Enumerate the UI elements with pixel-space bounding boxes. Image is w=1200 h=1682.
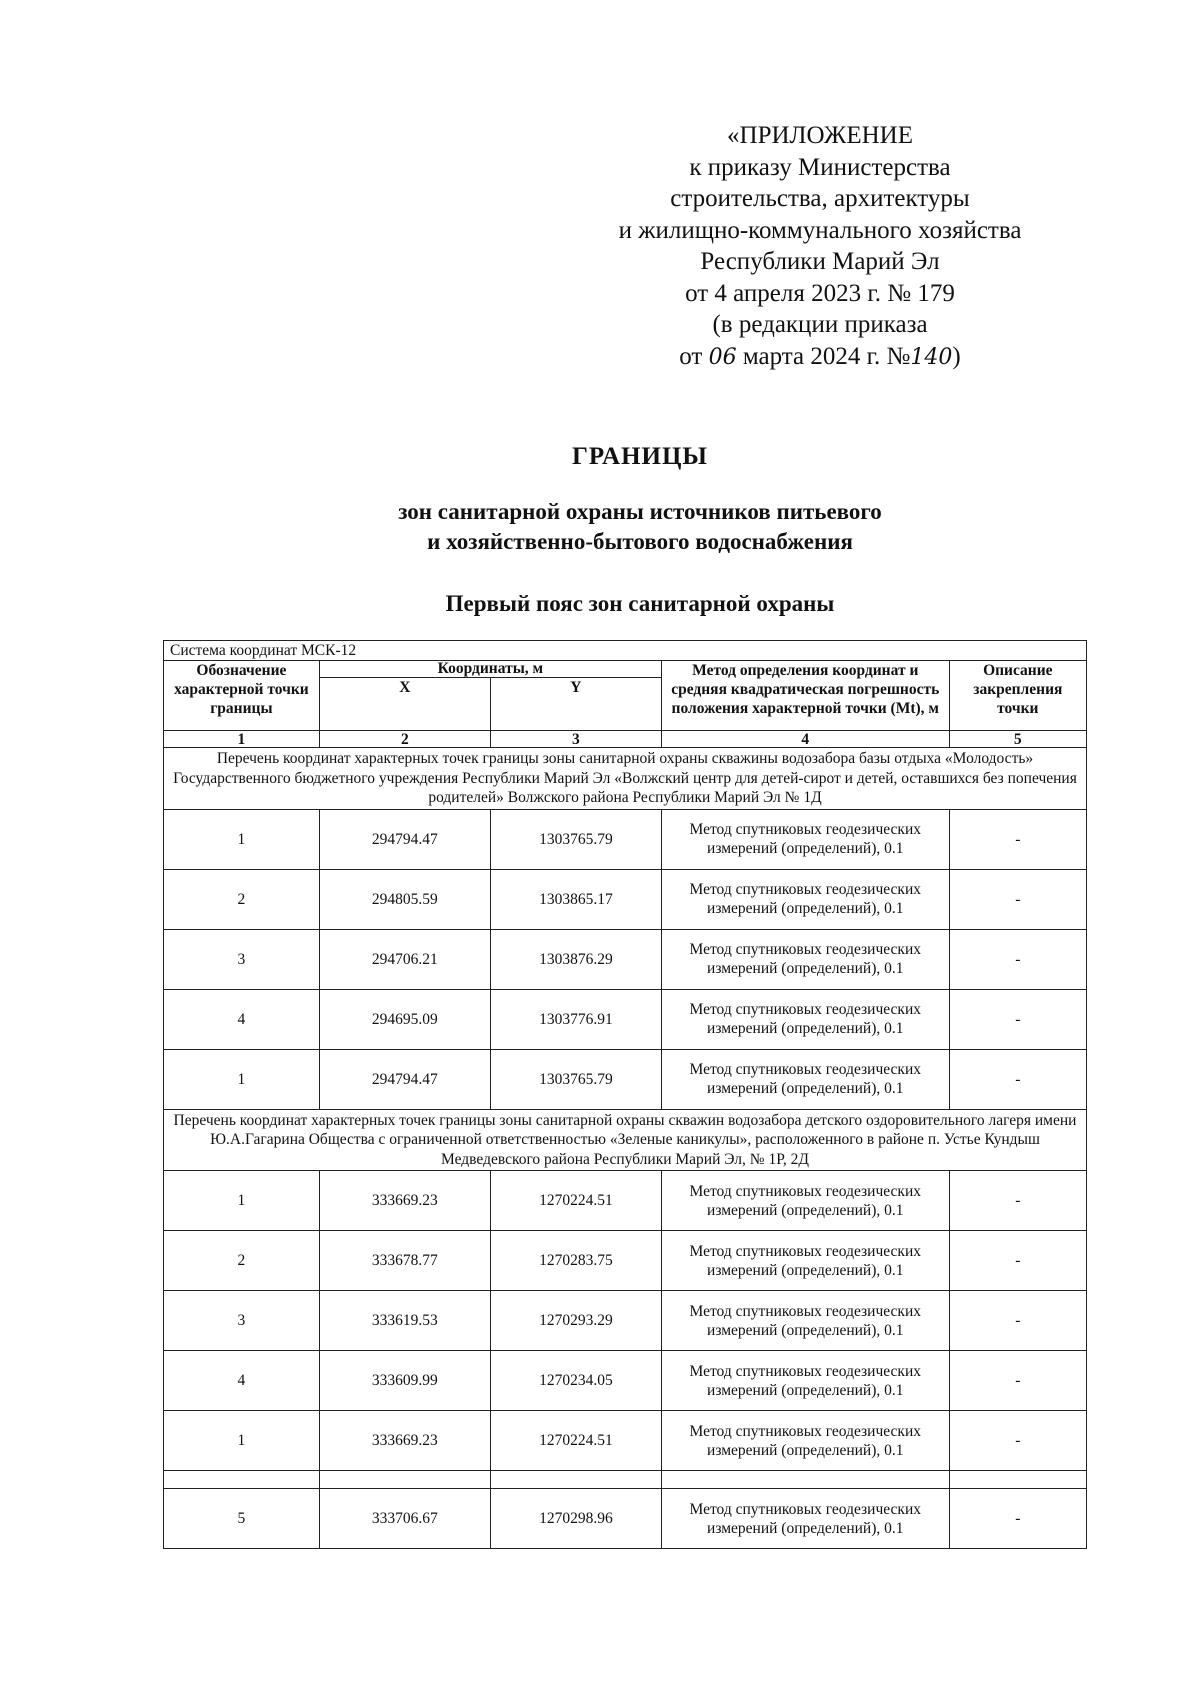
table-row [164, 1049, 1087, 1109]
point-cell: 3 [164, 929, 320, 989]
method-cell: Метод спутниковых геодезических измерений (определений), 0.1 [661, 1411, 949, 1471]
x-cell: 333669.23 [319, 1171, 490, 1231]
desc-cell: - [949, 1411, 1086, 1471]
x-cell: 333706.67 [319, 1489, 490, 1549]
header-line: и жилищно-коммунального хозяйства [618, 216, 1022, 244]
y-cell: 1270224.51 [490, 1171, 661, 1231]
desc-cell: - [949, 1231, 1086, 1291]
point-cell: 4 [164, 989, 320, 1049]
col-coords-header: Координаты, м [319, 661, 661, 678]
table-row [164, 1411, 1087, 1471]
header-line: (в редакции приказа [712, 311, 928, 338]
appendix-header [560, 120, 1080, 373]
y-cell: 1303776.91 [490, 989, 661, 1049]
method-cell: Метод спутниковых геодезических измерений (определений), 0.1 [661, 1171, 949, 1231]
section-row [164, 1109, 1087, 1171]
col-x-header: X [319, 678, 490, 731]
method-cell: Метод спутниковых геодезических измерений (определений), 0.1 [661, 1351, 949, 1411]
document-titles [150, 443, 1130, 617]
blank-cell [949, 1471, 1086, 1489]
desc-cell: - [949, 1351, 1086, 1411]
y-cell: 1303765.79 [490, 809, 661, 869]
header-line: от 4 апреля 2023 г. № 179 [685, 279, 955, 307]
blank-cell [319, 1471, 490, 1489]
desc-cell: - [949, 809, 1086, 869]
point-cell: 1 [164, 1171, 320, 1231]
col-y-header: Y [490, 678, 661, 731]
point-cell: 3 [164, 1291, 320, 1351]
section-title: Первый пояс зон санитарной охраны [445, 591, 835, 616]
table-row [164, 989, 1087, 1049]
table-row [164, 929, 1087, 989]
y-cell: 1270224.51 [490, 1411, 661, 1471]
header-edit-line: от 06 марта 2024 г. №140) [679, 342, 961, 370]
x-cell: 294695.09 [319, 989, 490, 1049]
y-cell: 1270283.75 [490, 1231, 661, 1291]
method-cell: Метод спутниковых геодезических измерений (определений), 0.1 [661, 1231, 949, 1291]
method-cell: Метод спутниковых геодезических измерений (определений), 0.1 [661, 989, 949, 1049]
header-line: строительства, архитектуры [670, 185, 970, 212]
desc-cell: - [949, 1171, 1086, 1231]
table-row [164, 869, 1087, 929]
x-cell: 333609.99 [319, 1351, 490, 1411]
col-method-header: Метод определения координат и средняя квадратическая погрешность положения характерной точки (Mt), м [661, 661, 949, 731]
handwritten-number: 140 [910, 344, 953, 370]
method-cell: Метод спутниковых геодезических измерений (определений), 0.1 [661, 809, 949, 869]
x-cell: 294805.59 [319, 869, 490, 929]
y-cell: 1303865.17 [490, 869, 661, 929]
col-desc-header: Описание закрепления точки [949, 661, 1086, 731]
header-line: «ПРИЛОЖЕНИЕ [727, 122, 913, 149]
blank-cell [661, 1471, 949, 1489]
desc-cell: - [949, 1489, 1086, 1549]
document-title: ГРАНИЦЫ [572, 443, 708, 470]
y-cell: 1303765.79 [490, 1049, 661, 1109]
method-cell: Метод спутниковых геодезических измерений (определений), 0.1 [661, 1049, 949, 1109]
coordinates-table [163, 640, 1087, 1549]
method-cell: Метод спутниковых геодезических измерений (определений), 0.1 [661, 1489, 949, 1549]
col-point-header: Обозначение характерной точки границы [164, 661, 320, 731]
desc-cell: - [949, 1291, 1086, 1351]
y-cell: 1270293.29 [490, 1291, 661, 1351]
method-cell: Метод спутниковых геодезических измерений (определений), 0.1 [661, 929, 949, 989]
table-row [164, 1291, 1087, 1351]
handwritten-day: 06 [708, 344, 737, 370]
col-number: 4 [661, 731, 949, 748]
section-row [164, 748, 1087, 810]
document-subtitle: зон санитарной охраны источников питьевого и хозяйственно-бытового водоснабжения [398, 499, 882, 554]
point-cell: 1 [164, 1049, 320, 1109]
col-number: 1 [164, 731, 320, 748]
table-row [164, 1489, 1087, 1549]
x-cell: 294794.47 [319, 1049, 490, 1109]
point-cell: 2 [164, 1231, 320, 1291]
x-cell: 294706.21 [319, 929, 490, 989]
desc-cell: - [949, 929, 1086, 989]
col-number: 5 [949, 731, 1086, 748]
method-cell: Метод спутниковых геодезических измерений (определений), 0.1 [661, 1291, 949, 1351]
point-cell: 2 [164, 869, 320, 929]
point-cell: 1 [164, 809, 320, 869]
x-cell: 333619.53 [319, 1291, 490, 1351]
coord-system-label: Система координат МСК-12 [164, 641, 1087, 661]
blank-cell [164, 1471, 320, 1489]
table-row [164, 1231, 1087, 1291]
blank-row [164, 1471, 1087, 1489]
point-cell: 5 [164, 1489, 320, 1549]
col-number: 2 [319, 731, 490, 748]
col-number: 3 [490, 731, 661, 748]
point-cell: 1 [164, 1411, 320, 1471]
y-cell: 1270234.05 [490, 1351, 661, 1411]
section-title-cell: Перечень координат характерных точек границы зоны санитарной охраны скважины водозабора базы отдыха «Молодость» Государственного бюджетного учреждения Республики Марий Эл «Волжский центр для детей-сирот и детей, оставшихся без попечения родителей» Волжского района Республики Марий Эл № 1Д [164, 748, 1087, 810]
desc-cell: - [949, 869, 1086, 929]
blank-cell [490, 1471, 661, 1489]
header-line: Республики Марий Эл [700, 248, 940, 275]
method-cell: Метод спутниковых геодезических измерений (определений), 0.1 [661, 869, 949, 929]
x-cell: 333678.77 [319, 1231, 490, 1291]
x-cell: 333669.23 [319, 1411, 490, 1471]
y-cell: 1270298.96 [490, 1489, 661, 1549]
desc-cell: - [949, 989, 1086, 1049]
table-row [164, 809, 1087, 869]
point-cell: 4 [164, 1351, 320, 1411]
x-cell: 294794.47 [319, 809, 490, 869]
desc-cell: - [949, 1049, 1086, 1109]
section-title-cell: Перечень координат характерных точек границы зоны санитарной охраны скважин водозабора детского оздоровительного лагеря имени Ю.А.Гагарина Общества с ограниченной ответственностью «Зеленые каникулы», расположенного в районе п. Устье Кундыш Медведевского района Республики Марий Эл, № 1Р, 2Д [164, 1109, 1087, 1171]
y-cell: 1303876.29 [490, 929, 661, 989]
table-row [164, 1171, 1087, 1231]
header-line: к приказу Министерства [689, 153, 951, 181]
table-row [164, 1351, 1087, 1411]
